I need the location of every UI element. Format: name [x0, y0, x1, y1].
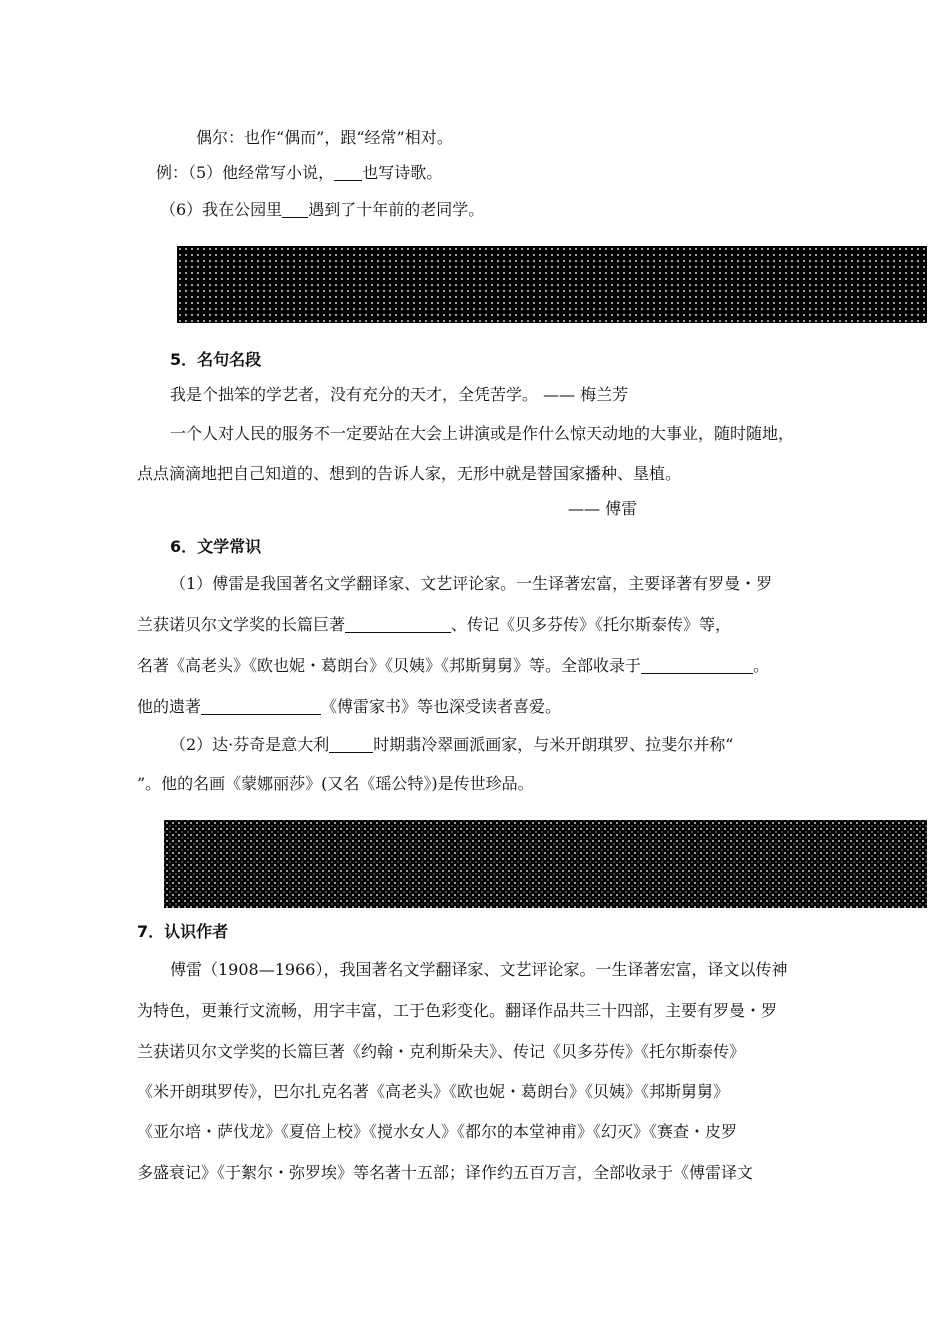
- author-bio-line-6: 多盛衰记》《于絮尔・弥罗埃》等名著十五部；译作约五百万言，全部收录于《傅雷译文: [137, 1163, 754, 1182]
- quote-fu-lei-line-2: 点点滴滴地把自己知道的、想到的告诉人家，无形中就是替国家播种、垦植。: [137, 464, 682, 483]
- quote-mei-lanfang: 我是个拙笨的学艺者，没有充分的天才，全凭苦学。 —— 梅兰芳: [170, 385, 629, 404]
- example-5: [156, 163, 442, 183]
- fill-blank-novel[interactable]: [345, 616, 451, 633]
- question-1-line-3: [137, 656, 769, 676]
- section-7-heading: 7．认识作者: [137, 922, 229, 941]
- fill-blank-period[interactable]: [329, 736, 373, 753]
- quote-fu-lei-line-1: 一个人对人民的服务不一定要站在大会上讲演或是作什么惊天动地的大事业，随时随地，: [170, 424, 795, 443]
- quote-fu-lei-attribution: —— 傅雷: [568, 499, 638, 518]
- example-6: [160, 200, 484, 220]
- ouer-definition: 偶尔：也作“偶而”，跟“经常”相对。: [196, 128, 453, 147]
- fill-blank-6[interactable]: [282, 201, 308, 218]
- redacted-watermark-block-2: [164, 820, 927, 908]
- example-6-text-a: （6）我在公园里: [160, 200, 283, 219]
- question-1-line-1: （1）傅雷是我国著名文学翻译家、文艺评论家。一生译著宏富，主要译著有罗曼・罗: [170, 574, 773, 593]
- section-5-heading: 5．名句名段: [170, 350, 262, 369]
- question-1-line-4-text-a: 他的遗著: [137, 697, 202, 716]
- author-bio-line-1: 傅雷（1908—1966），我国著名文学翻译家、文艺评论家。一生译著宏富，译文以传神: [170, 960, 788, 979]
- question-2-line-1-text-a: （2）达·芬奇是意大利: [170, 735, 330, 754]
- example-6-text-b: 遇到了十年前的老同学。: [308, 200, 485, 219]
- question-1-line-2-text-b: 、传记《贝多芬传》《托尔斯泰传》等，: [451, 615, 732, 634]
- example-5-text-b: 也写诗歌。: [362, 163, 443, 182]
- fill-blank-5[interactable]: [334, 164, 362, 181]
- question-1-line-4-text-b: 《傅雷家书》等也深受读者喜爱。: [321, 697, 562, 716]
- fill-blank-posthumous[interactable]: [201, 698, 321, 715]
- question-1-line-4: [137, 697, 561, 717]
- question-1-line-3-text-a: 名著《高老头》《欧也妮・葛朗台》《贝姨》《邦斯舅舅》等。全部收录于: [137, 656, 642, 675]
- section-6-heading: 6．文学常识: [170, 537, 262, 556]
- question-2-line-1: [170, 735, 733, 755]
- question-1-line-2-text-a: 兰获诺贝尔文学奖的长篇巨著: [137, 615, 346, 634]
- author-bio-line-3: 兰获诺贝尔文学奖的长篇巨著《约翰・克利斯朵夫》、传记《贝多芬传》《托尔斯泰传》: [137, 1042, 746, 1061]
- author-bio-line-4: 《米开朗琪罗传》，巴尔扎克名著《高老头》《欧也妮・葛朗台》《贝姨》《邦斯舅舅》: [137, 1082, 730, 1101]
- question-1-line-2: [137, 615, 731, 635]
- question-1-line-3-text-b: 。: [753, 656, 770, 675]
- author-bio-line-5: 《亚尔培・萨伐龙》《夏倍上校》《搅水女人》《都尔的本堂神甫》《幻灭》《赛查・皮罗: [137, 1122, 738, 1141]
- example-5-text-a: 例：（5）他经常写小说，: [156, 163, 335, 182]
- question-2-line-1-text-b: 时期翡冷翠画派画家，与米开朗琪罗、拉斐尔并称“: [373, 735, 734, 754]
- fill-blank-collection[interactable]: [641, 657, 753, 674]
- author-bio-line-2: 为特色，更兼行文流畅，用字丰富，工于色彩变化。翻译作品共三十四部，主要有罗曼・罗: [137, 1001, 778, 1020]
- redacted-watermark-block: [177, 246, 927, 323]
- question-2-line-2: ”。他的名画《蒙娜丽莎》(又名《瑶公特》)是传世珍品。: [137, 774, 534, 793]
